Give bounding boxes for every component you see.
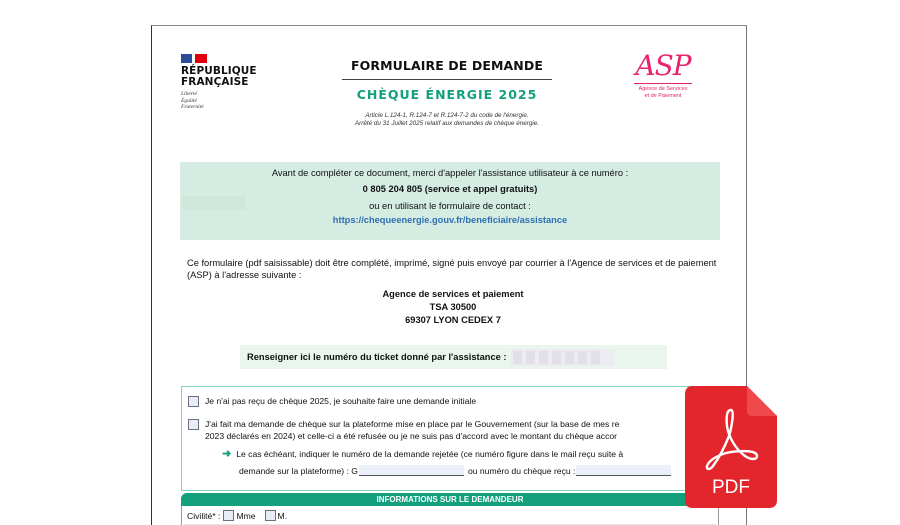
title-block xyxy=(322,58,572,128)
applicant-section xyxy=(181,493,719,525)
civility-m-checkbox[interactable] xyxy=(265,510,276,521)
republic-motto: Liberté Égalité Fraternité xyxy=(181,91,204,110)
civility-row xyxy=(182,506,718,521)
asp-logo-mark: ASP xyxy=(635,49,691,82)
arrow-right-icon: ➜ xyxy=(222,448,232,460)
pdf-file-icon xyxy=(685,386,777,508)
french-flag-icon xyxy=(181,54,257,63)
cheque-number-input[interactable] xyxy=(576,465,671,476)
civility-m-label: M. xyxy=(277,510,288,521)
form-page xyxy=(151,25,747,525)
asp-logo-text: Agence de Services et de Paiement xyxy=(638,86,688,99)
rejected-request-fields: demande sur la plateforme) : G ou numéro du chèque reçu : xyxy=(239,465,675,476)
rejected-request-note: ➜ Le cas échéant, indiquer le numéro de la demande rejetée (ce numéro figure dans le mail reçu suite à xyxy=(222,448,624,460)
mailing-address: Agence de services et paiement TSA 30500 69307 LYON CEDEX 7 xyxy=(382,289,524,325)
contact-link[interactable]: https://chequeenergie.gouv.fr/beneficiaire/assistance xyxy=(332,215,568,225)
civility-mme-checkbox[interactable] xyxy=(223,510,234,521)
assistance-phone: 0 805 204 805 (service et appel gratuits) xyxy=(362,184,538,194)
assistance-intro: Avant de compléter ce document, merci d'appeler l'assistance utilisateur à ce numéro : xyxy=(271,168,629,178)
ticket-number-input[interactable] xyxy=(511,349,614,366)
option-initial-request xyxy=(188,396,476,408)
title-divider xyxy=(342,79,552,80)
form-title: FORMULAIRE DE DEMANDE xyxy=(351,58,543,73)
contact-intro: ou en utilisant le formulaire de contact : xyxy=(369,201,531,211)
contest-request-checkbox[interactable] xyxy=(188,419,199,430)
republique-francaise-logo xyxy=(181,54,257,111)
initial-request-checkbox[interactable] xyxy=(188,396,199,407)
ticket-row xyxy=(240,345,667,369)
asp-logo-rule xyxy=(634,83,692,84)
civility-label: Civilité* : xyxy=(187,510,221,521)
svg-text:PDF: PDF xyxy=(712,477,750,498)
rejected-request-number-input[interactable] xyxy=(359,465,464,476)
assistance-box xyxy=(180,162,720,240)
civility-mme-label: Mme xyxy=(236,510,256,521)
request-type-box xyxy=(181,386,741,491)
applicant-section-title: INFORMATIONS SUR LE DEMANDEUR xyxy=(181,493,719,506)
option-contest-request-label: J'ai fait ma demande de chèque sur la plateforme mise en place par le Gouvernement (sur la base de mes re 2023 déclarés en 2024) et celle-ci a été refusée ou je ne suis pas d'accord avec le montant du chèque accor xyxy=(205,419,620,441)
ticket-label: Renseigner ici le numéro du ticket donné par l'assistance : xyxy=(247,352,507,362)
option-initial-request-label: Je n'ai pas reçu de chèque 2025, je souhaite faire une demande initiale xyxy=(205,396,477,406)
legal-references: Article L.124-1, R.124-7 et R.124-7-2 du code de l'énergie. Arrêté du 31 Juillet 2025 relatif aux demandes de chèque énergie. xyxy=(354,112,540,127)
redacted-area xyxy=(182,196,246,210)
asp-logo xyxy=(628,51,698,100)
option-contest-request xyxy=(188,419,619,442)
form-subtitle: CHÈQUE ÉNERGIE 2025 xyxy=(356,87,538,102)
instructions-text: Ce formulaire (pdf saisissable) doit être complété, imprimé, signé puis envoyé par courrier à l'Agence de services et de paiement (ASP) à l'adresse suivante : xyxy=(187,258,717,280)
republic-name: RÉPUBLIQUE FRANÇAISE xyxy=(181,65,257,88)
